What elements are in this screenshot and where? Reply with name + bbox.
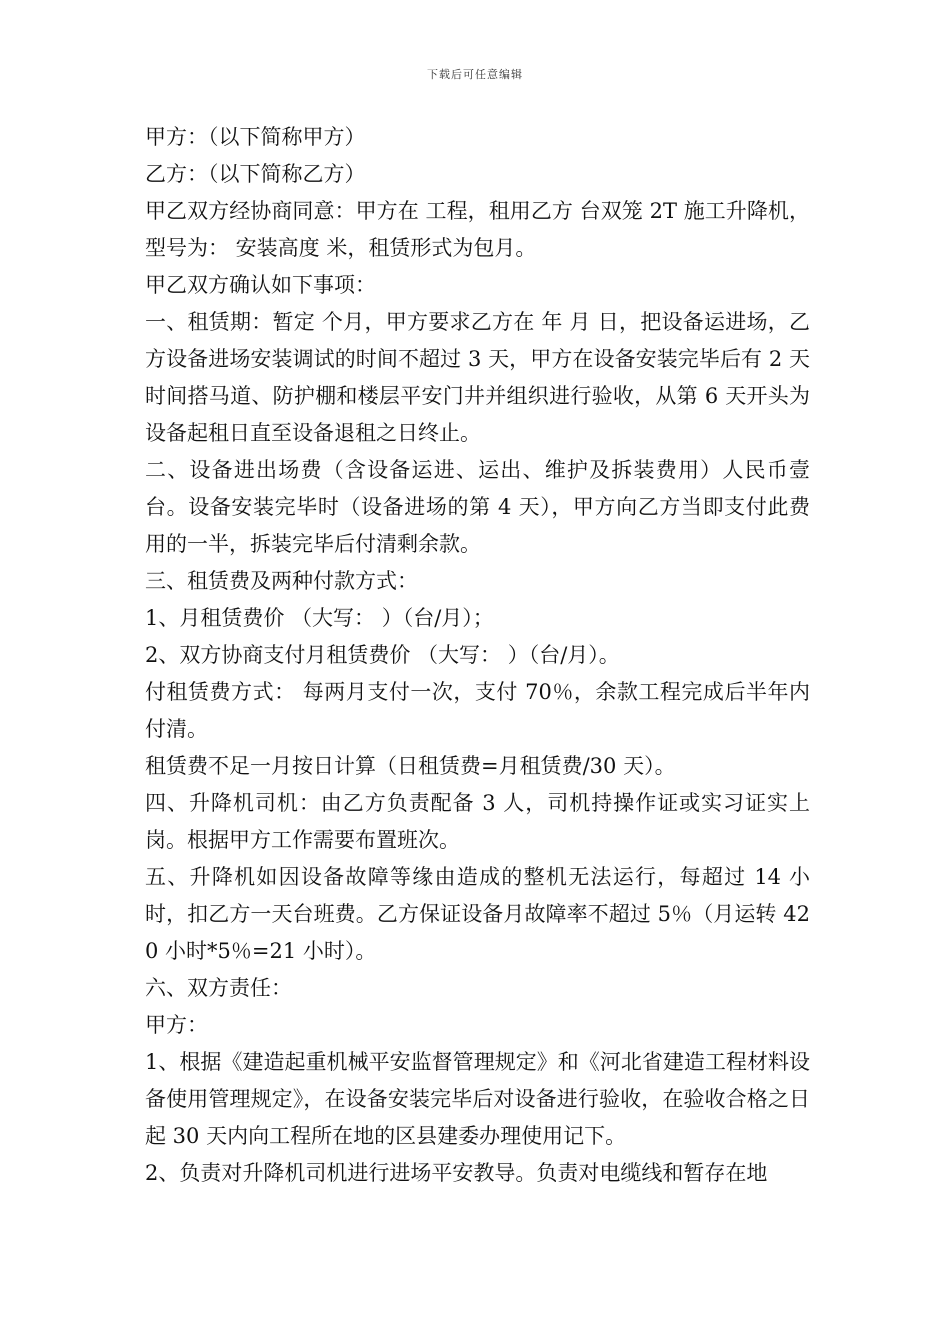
clause-1-lease-period: 一、租赁期：暂定 个月，甲方要求乙方在 年 月 日，把设备运进场，乙方设备进场安装调试的时间不超过 3 天，甲方在设备安装完毕后有 2 天时间搭马道、防护棚和楼层平安门井并组织进行验收，从第 6 天开头为设备起租日直至设备退租之日终止。 xyxy=(145,310,810,445)
clause-5-failure: 五、升降机如因设备故障等缘由造成的整机无法运行，每超过 14 小时，扣乙方一天台班费。乙方保证设备月故障率不超过 5％（月运转 420 小时*5％=21 小时）。 xyxy=(145,865,810,963)
party-a-responsibility-1: 1、根据《建造起重机械平安监督管理规定》和《河北省建造工程材料设备使用管理规定》，在设备安装完毕后对设备进行验收，在验收合格之日起 30 天内向工程所在地的区县建委办理使用记下。 xyxy=(145,1050,810,1148)
page-header: 下载后可任意编辑 xyxy=(427,68,523,81)
clause-6-heading: 六、双方责任： xyxy=(145,976,292,1000)
clause-3-heading: 三、租赁费及两种付款方式： xyxy=(145,569,418,593)
party-a-responsibility-2: 2、负责对升降机司机进行进场平安教导。负责对电缆线和暂存在地 xyxy=(145,1161,768,1185)
agreement-intro: 甲乙双方经协商同意：甲方在 工程，租用乙方 台双笼 2T 施工升降机，型号为： 安装高度 米，租赁形式为包月。 xyxy=(145,199,810,260)
confirmation-heading: 甲乙双方确认如下事项： xyxy=(145,273,376,297)
payment-method: 付租赁费方式： 每两月支付一次，支付 70％，余款工程完成后半年内付清。 xyxy=(145,680,810,741)
party-a-line: 甲方：（以下简称甲方） xyxy=(145,125,366,149)
clause-2-entry-exit-fee: 二、设备进出场费（含设备运进、运出、维护及拆装费用）人民币壹台。设备安装完毕时（设备进场的第 4 天），甲方向乙方当即支付此费用的一半，拆装完毕后付清剩余款。 xyxy=(145,458,810,556)
party-a-responsibilities-heading: 甲方： xyxy=(145,1013,208,1037)
payment-option-2: 2、双方协商支付月租赁费价 （大写： ）（台/月）。 xyxy=(145,643,620,667)
payment-option-1: 1、月租赁费价 （大写： ）（台/月）； xyxy=(145,606,494,630)
document-body xyxy=(145,119,810,1192)
clause-4-operator: 四、升降机司机：由乙方负责配备 3 人，司机持操作证或实习证实上岗。根据甲方工作需要布置班次。 xyxy=(145,791,810,852)
party-b-line: 乙方：（以下简称乙方） xyxy=(145,162,366,186)
daily-rate-note: 租赁费不足一月按日计算（日租赁费=月租赁费/30 天）。 xyxy=(145,754,676,778)
